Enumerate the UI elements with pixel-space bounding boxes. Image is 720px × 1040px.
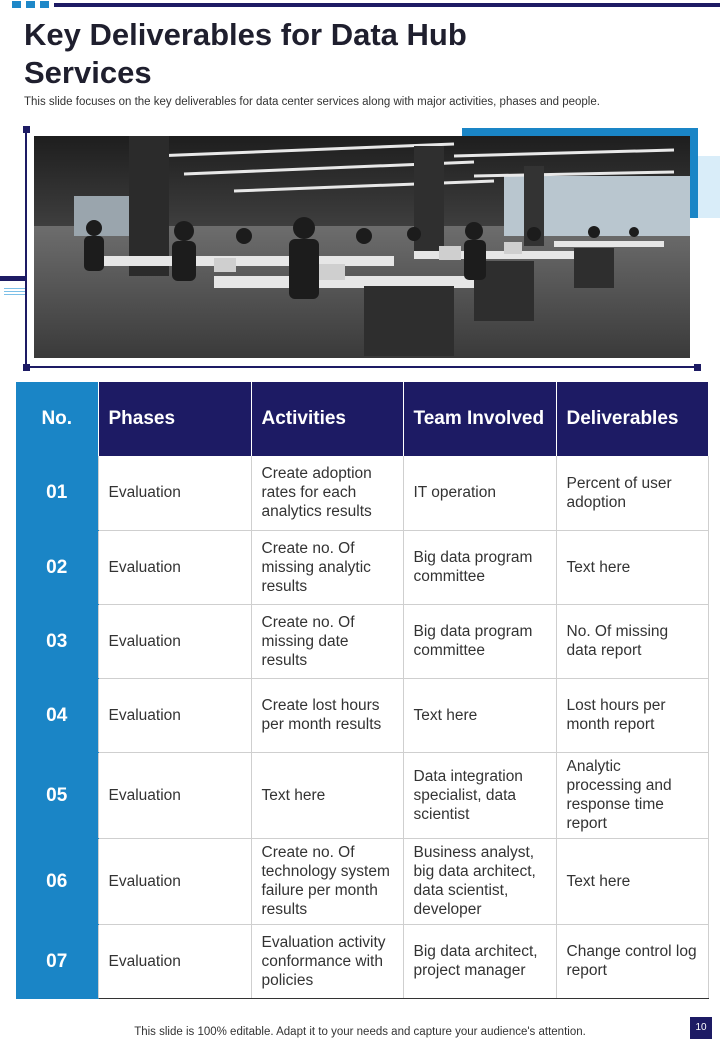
row-team: Big data program committee: [403, 604, 556, 678]
table-row: [16, 530, 708, 604]
row-deliverable: Text here: [556, 530, 708, 604]
header-phases: Phases: [98, 382, 251, 456]
row-team: Text here: [403, 678, 556, 752]
header-no: No.: [16, 382, 98, 456]
row-team: Data integration specialist, data scientist: [403, 752, 556, 838]
top-decor-square-3: [40, 1, 49, 8]
row-deliverable: Change control log report: [556, 924, 708, 998]
office-photo-illustration: [34, 136, 690, 358]
row-deliverable: Text here: [556, 838, 708, 924]
table-row: [16, 456, 708, 530]
header-team-involved: Team Involved: [403, 382, 556, 456]
photo-frame-dot-bottom-right: [694, 364, 701, 371]
top-decor-line: [54, 3, 720, 7]
table-header-row: [16, 382, 708, 456]
row-number: 05: [16, 752, 98, 838]
photo-frame-dot-top: [23, 126, 30, 133]
row-activity: Create no. Of missing date results: [251, 604, 403, 678]
table-row: [16, 678, 708, 752]
page-subtitle: This slide focuses on the key deliverables for data center services along with major activities, phases and people.: [24, 96, 600, 108]
table-row: [16, 924, 708, 998]
office-photo: [34, 136, 690, 358]
header-activities: Activities: [251, 382, 403, 456]
row-phase: Evaluation: [98, 456, 251, 530]
footer-note: This slide is 100% editable. Adapt it to your needs and capture your audience's attention.: [134, 1026, 586, 1038]
row-phase: Evaluation: [98, 838, 251, 924]
photo-frame-vertical: [25, 128, 27, 368]
row-deliverable: Percent of user adoption: [556, 456, 708, 530]
row-number: 07: [16, 924, 98, 998]
row-activity: Text here: [251, 752, 403, 838]
row-deliverable: Lost hours per month report: [556, 678, 708, 752]
row-deliverable: No. Of missing data report: [556, 604, 708, 678]
top-decor-square-1: [12, 1, 21, 8]
table-row: [16, 752, 708, 838]
photo-frame-dot-bottom-left: [23, 364, 30, 371]
page-number: 10: [690, 1017, 712, 1039]
row-phase: Evaluation: [98, 604, 251, 678]
photo-frame-horizontal: [25, 366, 699, 368]
row-number: 01: [16, 456, 98, 530]
row-team: Big data architect, project manager: [403, 924, 556, 998]
accent-lightblue-block: [698, 156, 720, 218]
row-team: Business analyst, big data architect, data scientist, developer: [403, 838, 556, 924]
row-number: 03: [16, 604, 98, 678]
row-activity: Create no. Of missing analytic results: [251, 530, 403, 604]
row-phase: Evaluation: [98, 678, 251, 752]
table-row: [16, 604, 708, 678]
table-row: [16, 838, 708, 924]
row-phase: Evaluation: [98, 530, 251, 604]
row-activity: Create lost hours per month results: [251, 678, 403, 752]
accent-left-bar: [0, 276, 26, 281]
header-deliverables: Deliverables: [556, 382, 708, 456]
row-number: 02: [16, 530, 98, 604]
deliverables-table: [16, 382, 709, 999]
row-number: 04: [16, 678, 98, 752]
row-activity: Evaluation activity conformance with policies: [251, 924, 403, 998]
row-phase: Evaluation: [98, 924, 251, 998]
row-team: IT operation: [403, 456, 556, 530]
row-activity: Create no. Of technology system failure per month results: [251, 838, 403, 924]
accent-left-stripes: [4, 288, 26, 297]
row-phase: Evaluation: [98, 752, 251, 838]
top-decor-square-2: [26, 1, 35, 8]
row-team: Big data program committee: [403, 530, 556, 604]
page-title: Key Deliverables for Data Hub Services: [24, 17, 467, 90]
row-number: 06: [16, 838, 98, 924]
row-deliverable: Analytic processing and response time report: [556, 752, 708, 838]
row-activity: Create adoption rates for each analytics results: [251, 456, 403, 530]
